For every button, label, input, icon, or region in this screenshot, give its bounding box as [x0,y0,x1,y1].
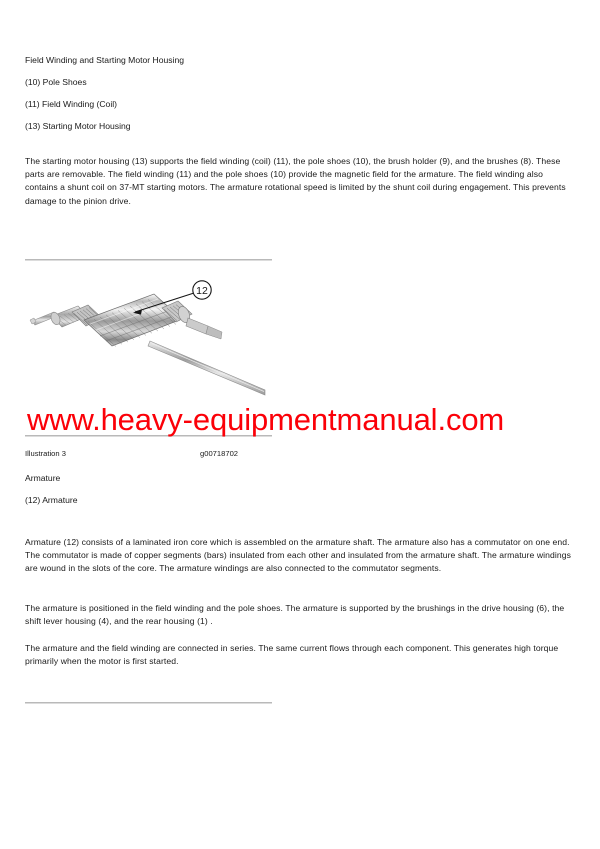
illustration-caption-id: g00718702 [200,449,239,458]
body-paragraph-2: Armature (12) consists of a laminated iron core which is assembled on the armature shaft. The armature also has a commutator on one end. The commutator is made of copper segments (bars) insulated from each other and insulated from the armature shaft. The armature windings are wound in the slots of the core. The armature windings are also connected to the commutator segments. [25,537,571,574]
armature-shaft [148,341,265,395]
body-paragraph-4: The armature and the field winding are connected in series. The same current flows through each component. This generates high torque primarily when the motor is first started. [25,643,559,667]
body-paragraph-3: The armature is positioned in the field winding and the pole shoes. The armature is supported by the brushings in the drive housing (6), the shift lever housing (4), and the rear housing (1) . [25,603,565,627]
callout-item-10: (10) Pole Shoes [25,77,87,87]
callout-item-11: (11) Field Winding (Coil) [25,99,118,109]
shaft-collar [186,318,222,339]
callout-item-13: (13) Starting Motor Housing [25,121,131,131]
callout-marker-12 [193,281,211,299]
divider-top [25,259,272,261]
site-watermark: www.heavy-equipmentmanual.com [27,402,505,437]
illustration-caption-label: Illustration 3 [25,449,66,458]
divider-bottom [25,702,272,704]
armature-illustration [22,268,292,398]
callout-number-text: 12 [196,284,208,297]
illustration-subject-item: (12) Armature [25,495,78,505]
illustration-subject-title: Armature [25,473,61,483]
section-heading: Field Winding and Starting Motor Housing [25,55,185,65]
body-paragraph-1: The starting motor housing (13) supports the field winding (coil) (11), the pole shoes (10), the brush holder (9), and the brushes (8). These parts are removable. The field winding (11) and the pole shoes (10) provide the magnetic field for the armature. The field winding also contains a shunt coil on 37-MT starting motors. The armature rotational speed is limited by the shunt coil during engagement. This prevents damage to the pinion drive. [25,156,566,206]
